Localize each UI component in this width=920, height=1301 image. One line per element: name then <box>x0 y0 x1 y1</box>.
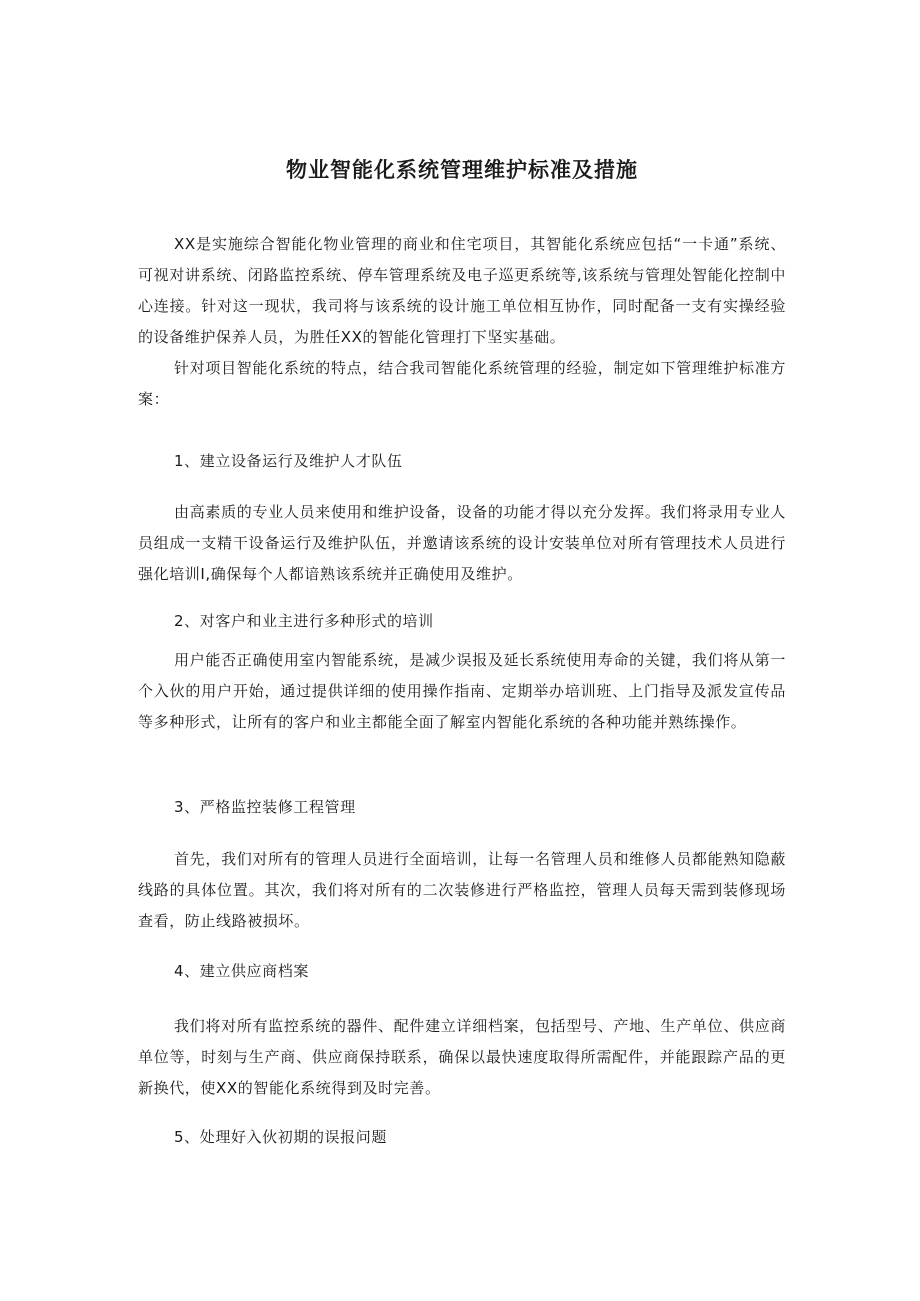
section-heading-3: 3、严格监控装修工程管理 <box>174 798 356 816</box>
section-body-1: 由高素质的专业人员来使用和维护设备，设备的功能才得以充分发挥。我们将录用专业人员组成一支精干设备运行及维护队伍，并邀请该系统的设计安装单位对所有管理技术人员进行强化培训I,确保每个人都谙熟该系统并正确使用及维护。 <box>138 503 786 583</box>
section-body-3: 首先，我们对所有的管理人员进行全面培训，让每一名管理人员和维修人员都能熟知隐蔽线路的具体位置。其次，我们将对所有的二次装修进行严格监控，管理人员每天需到装修现场查看，防止线路被损坏。 <box>138 850 786 930</box>
section-heading-1: 1、建立设备运行及维护人才队伍 <box>174 452 403 470</box>
document-title: 物业智能化系统管理维护标准及措施 <box>286 158 638 182</box>
section-body-4: 我们将对所有监控系统的器件、配件建立详细档案，包括型号、产地、生产单位、供应商单位等，时刻与生产商、供应商保持联系，确保以最快速度取得所需配件，并能跟踪产品的更新换代，使XX的智能化系统得到及时完善。 <box>138 1017 786 1097</box>
intro-paragraph-2: 针对项目智能化系统的特点，结合我司智能化系统管理的经验，制定如下管理维护标准方案： <box>138 359 786 408</box>
section-body-2: 用户能否正确使用室内智能系统，是减少误报及延长系统使用寿命的关键，我们将从第一个入伙的用户开始，通过提供详细的使用操作指南、定期举办培训班、上门指导及派发宣传品等多种形式，让所有的客户和业主都能全面了解室内智能化系统的各种功能并熟练操作。 <box>138 651 786 731</box>
section-heading-5: 5、处理好入伙初期的误报问题 <box>174 1128 387 1146</box>
intro-paragraph-1: XX是实施综合智能化物业管理的商业和住宅项目，其智能化系统应包括“一卡通”系统、可视对讲系统、闭路监控系统、停车管理系统及电子巡更系统等,该系统与管理处智能化控制中心连接。针对这一现状，我司将与该系统的设计施工单位相互协作，同时配备一支有实操经验的设备维护保养人员，为胜任XX的智能化管理打下坚实基础。 <box>138 235 786 346</box>
section-heading-2: 2、对客户和业主进行多种形式的培训 <box>174 612 434 630</box>
section-heading-4: 4、建立供应商档案 <box>174 962 309 980</box>
